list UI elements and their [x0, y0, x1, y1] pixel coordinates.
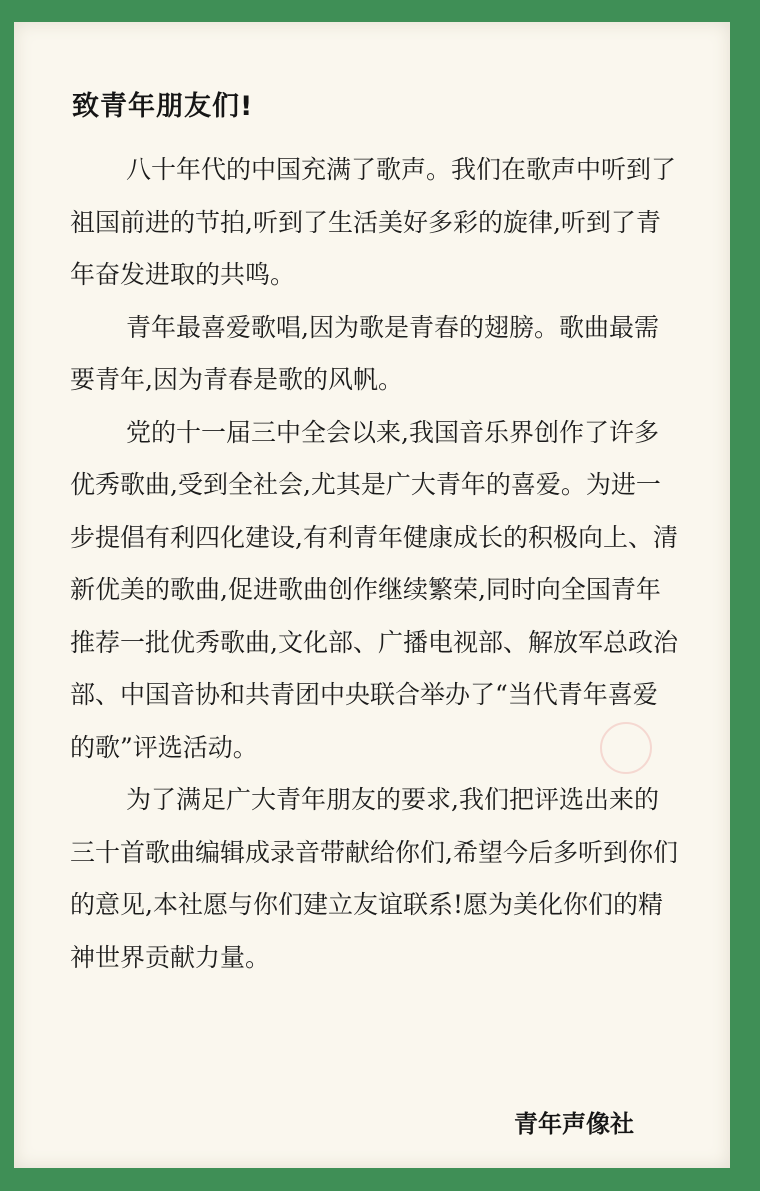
document-body — [70, 144, 680, 984]
document-page — [14, 22, 730, 1168]
paragraph-2: 青年最喜爱歌唱,因为歌是青春的翅膀。歌曲最需要青年,因为青春是歌的风帆。 — [70, 312, 659, 394]
paragraph-3: 党的十一届三中全会以来,我国音乐界创作了许多优秀歌曲,受到全社会,尤其是广大青年的喜爱。为进一步提倡有利四化建设,有利青年健康成长的积极向上、清新优美的歌曲,促进歌曲创作继续繁荣,同时向全国青年推荐一批优秀歌曲,文化部、广播电视部、解放军总政治部、中国音协和共青团中央联合举办了“当代青年喜爱的歌”评选活动。 — [70, 417, 678, 762]
publisher-signature: 青年声像社 — [514, 1110, 634, 1138]
document-title: 致青年朋友们! — [72, 91, 254, 122]
paragraph-4: 为了满足广大青年朋友的要求,我们把评选出来的三十首歌曲编辑成录音带献给你们,希望今后多听到你们的意见,本社愿与你们建立友谊联系!愿为美化你们的精神世界贡献力量。 — [70, 785, 678, 972]
paragraph-1: 八十年代的中国充满了歌声。我们在歌声中听到了祖国前进的节拍,听到了生活美好多彩的旋律,听到了青年奋发进取的共鸣。 — [70, 155, 677, 289]
